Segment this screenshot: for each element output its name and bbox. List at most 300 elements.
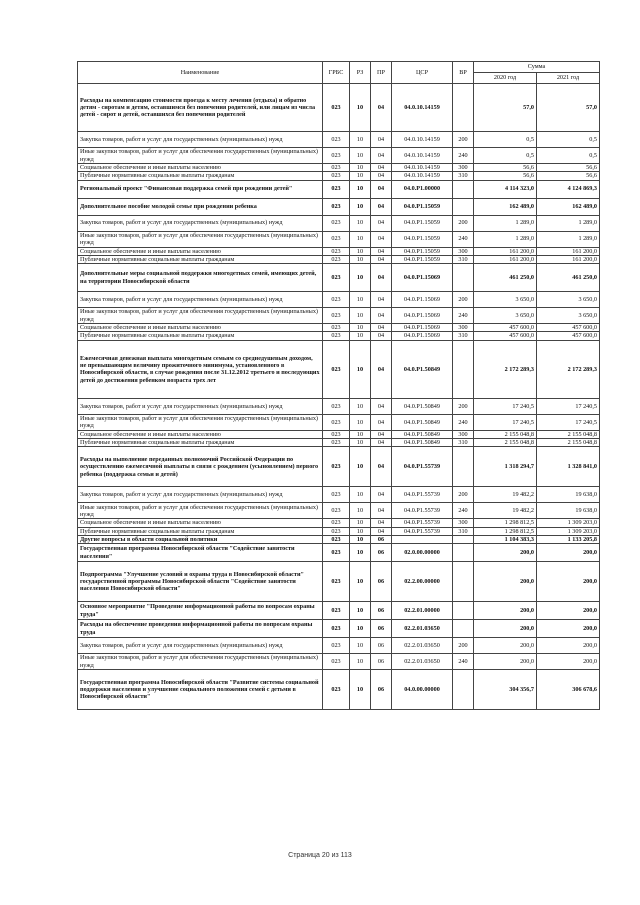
cell-csr: 04.0.P1.15059	[392, 255, 453, 263]
cell-vr	[453, 180, 474, 198]
cell-vr: 240	[453, 231, 474, 247]
table-row	[78, 308, 600, 324]
cell-name: Закупка товаров, работ и услуг для государственных (муниципальных) нужд	[78, 132, 323, 148]
cell-amount-2021: 4 124 869,3	[537, 180, 600, 198]
table-row	[78, 340, 600, 398]
cell-grbs: 023	[323, 535, 350, 543]
cell-pr: 04	[371, 198, 392, 215]
cell-name: Публичные нормативные социальные выплаты гражданам	[78, 332, 323, 340]
cell-amount-2021: 200,0	[537, 654, 600, 670]
cell-csr: 04.0.P1.55739	[392, 447, 453, 487]
cell-rz: 10	[350, 670, 371, 710]
cell-amount-2021: 200,0	[537, 638, 600, 654]
table-row	[78, 487, 600, 503]
cell-amount-2021: 1 309 203,0	[537, 519, 600, 527]
cell-vr: 300	[453, 164, 474, 172]
cell-grbs: 023	[323, 398, 350, 414]
cell-rz: 10	[350, 439, 371, 447]
cell-csr: 04.0.P1.00000	[392, 180, 453, 198]
cell-grbs: 023	[323, 654, 350, 670]
cell-vr: 200	[453, 215, 474, 231]
header-pr: ПР	[371, 62, 392, 84]
cell-rz: 10	[350, 340, 371, 398]
cell-grbs: 023	[323, 670, 350, 710]
cell-name: Закупка товаров, работ и услуг для государственных (муниципальных) нужд	[78, 398, 323, 414]
cell-amount-2021: 56,6	[537, 164, 600, 172]
table-row	[78, 562, 600, 602]
cell-name: Социальное обеспечение и иные выплаты населению	[78, 430, 323, 438]
cell-csr: 04.0.P1.15069	[392, 308, 453, 324]
cell-vr	[453, 602, 474, 620]
cell-grbs: 023	[323, 198, 350, 215]
header-csr: ЦСР	[392, 62, 453, 84]
cell-amount-2021: 1 328 841,0	[537, 447, 600, 487]
table-row	[78, 414, 600, 430]
table-row	[78, 430, 600, 438]
cell-name: Публичные нормативные социальные выплаты гражданам	[78, 527, 323, 535]
cell-name: Социальное обеспечение и иные выплаты населению	[78, 164, 323, 172]
cell-amount-2021: 3 650,0	[537, 292, 600, 308]
cell-name: Другие вопросы в области социальной политики	[78, 535, 323, 543]
cell-pr: 04	[371, 439, 392, 447]
cell-pr: 04	[371, 132, 392, 148]
cell-pr: 04	[371, 231, 392, 247]
cell-vr: 200	[453, 398, 474, 414]
table-row	[78, 519, 600, 527]
cell-vr: 310	[453, 332, 474, 340]
table-row	[78, 620, 600, 638]
cell-csr: 04.0.P1.50849	[392, 439, 453, 447]
cell-csr: 04.0.P1.15069	[392, 324, 453, 332]
cell-pr: 06	[371, 638, 392, 654]
cell-name: Расходы на выполнение переданных полномочий Российской Федерации по осуществлению ежемесячной выплаты в связи с рождением (усыновлением) первого ребенка (поддержка семьи и детей)	[78, 447, 323, 487]
cell-amount-2021: 17 240,5	[537, 398, 600, 414]
cell-amount-2021: 1 289,0	[537, 215, 600, 231]
cell-vr	[453, 544, 474, 562]
header-sum: Сумма	[474, 62, 600, 73]
cell-vr: 300	[453, 519, 474, 527]
cell-pr: 04	[371, 447, 392, 487]
cell-rz: 10	[350, 535, 371, 543]
cell-amount-2020: 304 356,7	[474, 670, 537, 710]
cell-csr: 02.0.00.00000	[392, 544, 453, 562]
cell-rz: 10	[350, 519, 371, 527]
cell-vr: 240	[453, 654, 474, 670]
cell-amount-2020: 0,5	[474, 148, 537, 164]
cell-name: Государственная программа Новосибирской области "Развитие системы социальной поддержки населения и улучшение социального положения семей с детьми в Новосибирской области"	[78, 670, 323, 710]
table-row	[78, 231, 600, 247]
cell-vr: 310	[453, 255, 474, 263]
cell-grbs: 023	[323, 638, 350, 654]
cell-grbs: 023	[323, 340, 350, 398]
cell-rz: 10	[350, 164, 371, 172]
cell-pr: 04	[371, 332, 392, 340]
cell-name: Подпрограмма "Улучшение условий и охраны труда в Новосибирской области" государственной программы Новосибирской области "Содействие занятости населения Новосибирской области"	[78, 562, 323, 602]
cell-pr: 06	[371, 602, 392, 620]
header-year-2020: 2020 год	[474, 73, 537, 84]
cell-grbs: 023	[323, 527, 350, 535]
cell-rz: 10	[350, 503, 371, 519]
table-row	[78, 164, 600, 172]
table-row	[78, 324, 600, 332]
cell-pr: 06	[371, 562, 392, 602]
cell-vr: 200	[453, 292, 474, 308]
cell-amount-2021: 457 600,0	[537, 324, 600, 332]
cell-rz: 10	[350, 398, 371, 414]
cell-vr	[453, 340, 474, 398]
cell-name: Иные закупки товаров, работ и услуг для обеспечения государственных (муниципальных) нужд	[78, 414, 323, 430]
cell-csr: 04.0.P1.15059	[392, 231, 453, 247]
cell-grbs: 023	[323, 215, 350, 231]
cell-vr	[453, 264, 474, 292]
cell-grbs: 023	[323, 324, 350, 332]
header-rz: РЗ	[350, 62, 371, 84]
cell-name: Публичные нормативные социальные выплаты гражданам	[78, 255, 323, 263]
cell-amount-2021: 461 250,0	[537, 264, 600, 292]
cell-grbs: 023	[323, 148, 350, 164]
cell-rz: 10	[350, 527, 371, 535]
cell-amount-2021: 17 240,5	[537, 414, 600, 430]
cell-csr: 04.0.P1.50849	[392, 430, 453, 438]
cell-amount-2020: 200,0	[474, 602, 537, 620]
cell-grbs: 023	[323, 439, 350, 447]
table-row	[78, 527, 600, 535]
cell-vr: 200	[453, 487, 474, 503]
cell-amount-2020: 200,0	[474, 654, 537, 670]
cell-amount-2020: 1 298 812,5	[474, 519, 537, 527]
cell-grbs: 023	[323, 164, 350, 172]
cell-vr: 310	[453, 172, 474, 180]
cell-amount-2020: 200,0	[474, 620, 537, 638]
cell-vr: 200	[453, 638, 474, 654]
cell-csr: 04.0.P1.50849	[392, 398, 453, 414]
budget-table	[77, 61, 600, 710]
cell-amount-2020: 56,6	[474, 172, 537, 180]
cell-grbs: 023	[323, 292, 350, 308]
cell-pr: 04	[371, 172, 392, 180]
cell-csr: 02.2.00.00000	[392, 562, 453, 602]
cell-grbs: 023	[323, 308, 350, 324]
cell-amount-2020: 457 600,0	[474, 332, 537, 340]
cell-amount-2020: 19 482,2	[474, 503, 537, 519]
cell-amount-2021: 0,5	[537, 132, 600, 148]
cell-pr: 04	[371, 215, 392, 231]
cell-pr: 04	[371, 164, 392, 172]
cell-rz: 10	[350, 308, 371, 324]
cell-rz: 10	[350, 180, 371, 198]
table-row	[78, 255, 600, 263]
table-row	[78, 180, 600, 198]
cell-amount-2021: 162 489,0	[537, 198, 600, 215]
cell-name: Основное мероприятие "Проведение информационной работы по вопросам охраны труда"	[78, 602, 323, 620]
table-row	[78, 602, 600, 620]
cell-name: Публичные нормативные социальные выплаты гражданам	[78, 439, 323, 447]
cell-amount-2021: 56,6	[537, 172, 600, 180]
cell-rz: 10	[350, 430, 371, 438]
cell-csr: 04.0.10.14159	[392, 172, 453, 180]
cell-csr: 02.2.01.03650	[392, 620, 453, 638]
cell-csr: 04.0.P1.50849	[392, 340, 453, 398]
cell-vr: 310	[453, 439, 474, 447]
cell-amount-2020: 56,6	[474, 164, 537, 172]
cell-csr: 04.0.P1.15059	[392, 198, 453, 215]
cell-grbs: 023	[323, 503, 350, 519]
cell-grbs: 023	[323, 332, 350, 340]
cell-pr: 04	[371, 324, 392, 332]
cell-grbs: 023	[323, 84, 350, 132]
cell-vr: 240	[453, 148, 474, 164]
cell-name: Иные закупки товаров, работ и услуг для обеспечения государственных (муниципальных) нужд	[78, 308, 323, 324]
table-row	[78, 198, 600, 215]
cell-pr: 04	[371, 148, 392, 164]
table-row	[78, 439, 600, 447]
cell-grbs: 023	[323, 447, 350, 487]
cell-grbs: 023	[323, 562, 350, 602]
cell-rz: 10	[350, 247, 371, 255]
cell-rz: 10	[350, 172, 371, 180]
cell-amount-2020: 1 289,0	[474, 215, 537, 231]
cell-pr: 04	[371, 180, 392, 198]
table-row	[78, 148, 600, 164]
table-row	[78, 670, 600, 710]
cell-name: Расходы на компенсацию стоимости проезда к месту лечения (отдыха) и обратно детям - сиротам и детям, оставшимся без попечения родителей, или лицам из числа детей - сирот и детей, оставшихся без попечения родителей	[78, 84, 323, 132]
cell-vr: 200	[453, 132, 474, 148]
cell-vr: 300	[453, 324, 474, 332]
cell-amount-2020: 1 104 383,3	[474, 535, 537, 543]
cell-rz: 10	[350, 198, 371, 215]
header-year-2021: 2021 год	[537, 73, 600, 84]
cell-amount-2021: 19 638,0	[537, 503, 600, 519]
cell-csr: 04.0.P1.15069	[392, 292, 453, 308]
cell-name: Региональный проект "Финансовая поддержка семей при рождении детей"	[78, 180, 323, 198]
cell-csr: 02.2.01.03650	[392, 638, 453, 654]
cell-name: Расходы на обеспечение проведения информационной работы по вопросам охраны труда	[78, 620, 323, 638]
cell-rz: 10	[350, 487, 371, 503]
cell-pr: 04	[371, 527, 392, 535]
cell-rz: 10	[350, 132, 371, 148]
cell-pr: 04	[371, 340, 392, 398]
cell-pr: 04	[371, 247, 392, 255]
table-row	[78, 292, 600, 308]
cell-pr: 04	[371, 430, 392, 438]
cell-pr: 04	[371, 308, 392, 324]
cell-grbs: 023	[323, 544, 350, 562]
cell-amount-2020: 200,0	[474, 638, 537, 654]
cell-csr: 04.0.10.14159	[392, 164, 453, 172]
cell-grbs: 023	[323, 430, 350, 438]
cell-name: Социальное обеспечение и иные выплаты населению	[78, 519, 323, 527]
cell-amount-2020: 161 200,0	[474, 247, 537, 255]
cell-rz: 10	[350, 447, 371, 487]
cell-amount-2020: 3 650,0	[474, 292, 537, 308]
cell-rz: 10	[350, 654, 371, 670]
cell-amount-2020: 200,0	[474, 562, 537, 602]
cell-rz: 10	[350, 602, 371, 620]
cell-vr	[453, 670, 474, 710]
cell-pr: 04	[371, 503, 392, 519]
cell-vr	[453, 84, 474, 132]
cell-rz: 10	[350, 414, 371, 430]
cell-amount-2021: 306 678,6	[537, 670, 600, 710]
cell-vr: 300	[453, 247, 474, 255]
cell-name: Закупка товаров, работ и услуг для государственных (муниципальных) нужд	[78, 638, 323, 654]
cell-amount-2021: 2 155 048,8	[537, 439, 600, 447]
cell-pr: 06	[371, 654, 392, 670]
cell-vr: 310	[453, 527, 474, 535]
cell-amount-2020: 162 489,0	[474, 198, 537, 215]
table-row	[78, 247, 600, 255]
cell-amount-2021: 57,0	[537, 84, 600, 132]
cell-csr	[392, 535, 453, 543]
cell-amount-2020: 461 250,0	[474, 264, 537, 292]
cell-rz: 10	[350, 215, 371, 231]
cell-amount-2021: 161 200,0	[537, 255, 600, 263]
cell-pr: 04	[371, 414, 392, 430]
cell-csr: 04.0.P1.50849	[392, 414, 453, 430]
cell-rz: 10	[350, 324, 371, 332]
cell-name: Государственная программа Новосибирской области "Содействие занятости населения"	[78, 544, 323, 562]
cell-rz: 10	[350, 620, 371, 638]
cell-name: Иные закупки товаров, работ и услуг для обеспечения государственных (муниципальных) нужд	[78, 503, 323, 519]
cell-pr: 06	[371, 670, 392, 710]
cell-pr: 04	[371, 292, 392, 308]
cell-grbs: 023	[323, 264, 350, 292]
cell-pr: 04	[371, 264, 392, 292]
cell-name: Иные закупки товаров, работ и услуг для обеспечения государственных (муниципальных) нужд	[78, 231, 323, 247]
table-row	[78, 544, 600, 562]
cell-grbs: 023	[323, 247, 350, 255]
cell-grbs: 023	[323, 231, 350, 247]
cell-amount-2021: 3 650,0	[537, 308, 600, 324]
cell-amount-2020: 19 482,2	[474, 487, 537, 503]
cell-grbs: 023	[323, 414, 350, 430]
table-row	[78, 132, 600, 148]
cell-rz: 10	[350, 332, 371, 340]
cell-csr: 04.0.P1.15059	[392, 247, 453, 255]
cell-grbs: 023	[323, 620, 350, 638]
cell-name: Социальное обеспечение и иные выплаты населению	[78, 324, 323, 332]
cell-rz: 10	[350, 148, 371, 164]
cell-csr: 04.0.P1.15069	[392, 264, 453, 292]
cell-name: Закупка товаров, работ и услуг для государственных (муниципальных) нужд	[78, 292, 323, 308]
cell-vr	[453, 447, 474, 487]
cell-amount-2020: 1 318 294,7	[474, 447, 537, 487]
cell-csr: 04.0.P1.55739	[392, 519, 453, 527]
cell-amount-2021: 19 638,0	[537, 487, 600, 503]
header-vr: ВР	[453, 62, 474, 84]
header-grbs: ГРБС	[323, 62, 350, 84]
cell-amount-2020: 17 240,5	[474, 414, 537, 430]
cell-amount-2020: 1 298 812,5	[474, 527, 537, 535]
cell-grbs: 023	[323, 132, 350, 148]
cell-csr: 04.0.P1.15069	[392, 332, 453, 340]
table-row	[78, 84, 600, 132]
cell-vr	[453, 562, 474, 602]
cell-amount-2020: 2 155 048,8	[474, 430, 537, 438]
cell-grbs: 023	[323, 172, 350, 180]
cell-grbs: 023	[323, 255, 350, 263]
cell-grbs: 023	[323, 487, 350, 503]
cell-rz: 10	[350, 255, 371, 263]
cell-pr: 04	[371, 255, 392, 263]
table-row	[78, 503, 600, 519]
cell-csr: 04.0.P1.55739	[392, 527, 453, 535]
cell-amount-2020: 17 240,5	[474, 398, 537, 414]
table-row	[78, 398, 600, 414]
cell-amount-2020: 161 200,0	[474, 255, 537, 263]
cell-amount-2021: 1 133 205,8	[537, 535, 600, 543]
cell-grbs: 023	[323, 519, 350, 527]
cell-amount-2020: 3 650,0	[474, 308, 537, 324]
cell-vr: 300	[453, 430, 474, 438]
cell-name: Иные закупки товаров, работ и услуг для обеспечения государственных (муниципальных) нужд	[78, 654, 323, 670]
cell-vr	[453, 198, 474, 215]
cell-amount-2020: 0,5	[474, 132, 537, 148]
cell-vr	[453, 535, 474, 543]
cell-name: Дополнительные меры социальной поддержки многодетных семей, имеющих детей, на территории Новосибирской области	[78, 264, 323, 292]
cell-amount-2020: 457 600,0	[474, 324, 537, 332]
cell-name: Закупка товаров, работ и услуг для государственных (муниципальных) нужд	[78, 215, 323, 231]
cell-rz: 10	[350, 292, 371, 308]
cell-amount-2021: 200,0	[537, 620, 600, 638]
cell-grbs: 023	[323, 602, 350, 620]
cell-rz: 10	[350, 231, 371, 247]
cell-amount-2021: 1 289,0	[537, 231, 600, 247]
cell-amount-2021: 161 200,0	[537, 247, 600, 255]
cell-pr: 04	[371, 84, 392, 132]
cell-vr: 240	[453, 503, 474, 519]
cell-rz: 10	[350, 544, 371, 562]
cell-pr: 04	[371, 398, 392, 414]
cell-vr	[453, 620, 474, 638]
cell-amount-2020: 200,0	[474, 544, 537, 562]
cell-amount-2021: 2 155 048,8	[537, 430, 600, 438]
cell-rz: 10	[350, 638, 371, 654]
table-row	[78, 172, 600, 180]
cell-pr: 04	[371, 487, 392, 503]
cell-csr: 04.0.10.14159	[392, 84, 453, 132]
cell-csr: 02.2.01.03650	[392, 654, 453, 670]
cell-amount-2021: 200,0	[537, 544, 600, 562]
cell-amount-2021: 1 309 203,0	[537, 527, 600, 535]
cell-vr: 240	[453, 414, 474, 430]
cell-amount-2020: 2 172 289,3	[474, 340, 537, 398]
table-row	[78, 535, 600, 543]
table-row	[78, 654, 600, 670]
cell-csr: 02.2.01.00000	[392, 602, 453, 620]
cell-pr: 06	[371, 535, 392, 543]
cell-pr: 04	[371, 519, 392, 527]
cell-name: Закупка товаров, работ и услуг для государственных (муниципальных) нужд	[78, 487, 323, 503]
cell-amount-2021: 200,0	[537, 602, 600, 620]
table-row	[78, 215, 600, 231]
cell-rz: 10	[350, 264, 371, 292]
cell-vr: 240	[453, 308, 474, 324]
cell-rz: 10	[350, 562, 371, 602]
cell-amount-2020: 2 155 048,8	[474, 439, 537, 447]
table-row	[78, 332, 600, 340]
cell-csr: 04.0.P1.55739	[392, 503, 453, 519]
cell-pr: 06	[371, 544, 392, 562]
cell-amount-2021: 0,5	[537, 148, 600, 164]
cell-amount-2020: 57,0	[474, 84, 537, 132]
table-row	[78, 447, 600, 487]
cell-csr: 04.0.P1.15059	[392, 215, 453, 231]
cell-csr: 04.0.10.14159	[392, 132, 453, 148]
cell-name: Ежемесячная денежная выплата многодетным семьям со среднедушевым доходом, не превышающим величину прожиточного минимума, установленного в Новосибирской области, в случае рождения после 31.12.2012 третьего и последующих детей до достижения ребенком возраста трех лет	[78, 340, 323, 398]
table-row	[78, 638, 600, 654]
table-row	[78, 264, 600, 292]
